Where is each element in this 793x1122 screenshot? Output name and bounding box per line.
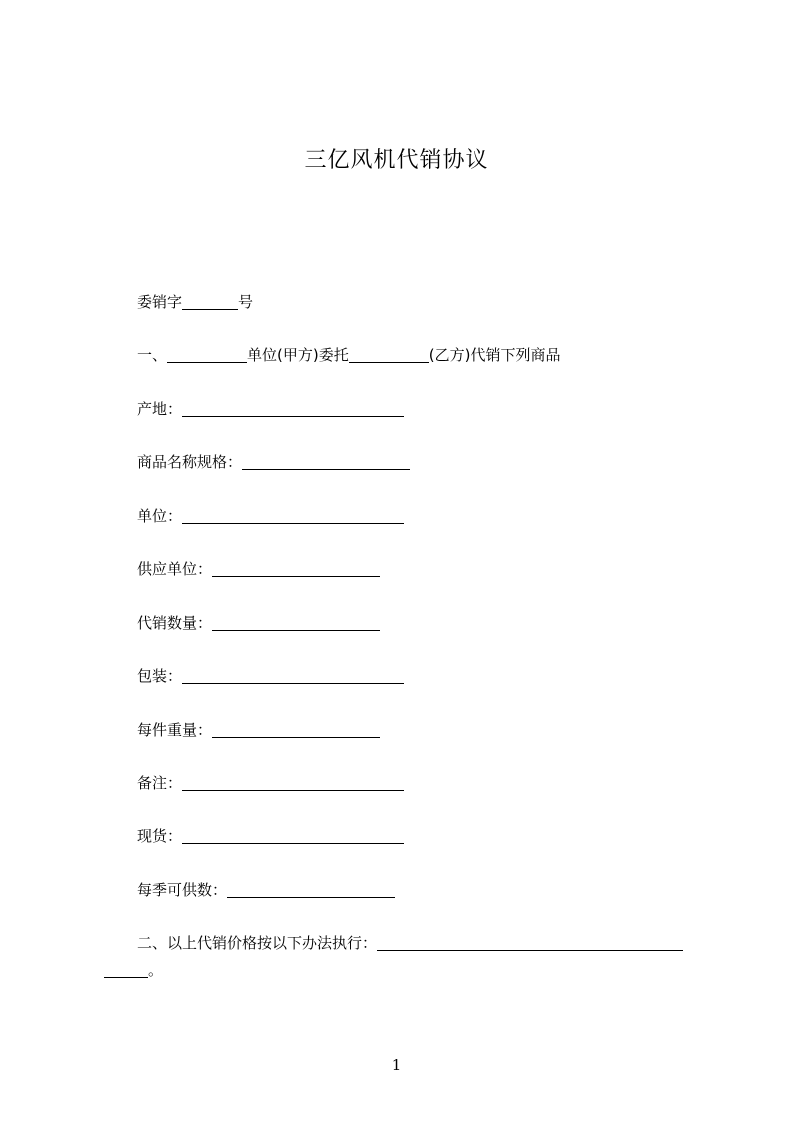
field-label: 产地： [137,400,183,418]
clause-1-part1: 单位(甲方)委托 [247,346,349,364]
field-blank[interactable] [182,401,404,417]
field-unit [137,506,404,526]
reference-suffix: 号 [238,293,254,311]
price-method-blank[interactable] [377,935,683,951]
reference-number-blank[interactable] [182,294,238,310]
field-label: 现货： [137,827,183,845]
field-supplier [137,559,380,579]
field-label: 每件重量： [137,721,213,739]
clause-2-text: 二、以上代销价格按以下办法执行： [137,934,378,952]
field-blank[interactable] [182,828,404,844]
clause-2-line [137,933,683,953]
field-stock [137,826,404,846]
party-a-blank[interactable] [167,347,247,363]
field-label: 每季可供数： [137,881,228,899]
field-blank[interactable] [227,882,395,898]
field-blank[interactable] [212,561,380,577]
field-label: 代销数量： [137,614,213,632]
field-label: 包装： [137,667,183,685]
field-origin [137,399,404,419]
field-blank[interactable] [182,668,404,684]
party-b-blank[interactable] [349,347,429,363]
field-label: 备注： [137,774,183,792]
field-seasonal-supply [137,880,395,900]
reference-prefix: 委销字 [137,293,183,311]
field-quantity [137,613,380,633]
field-label: 商品名称规格： [137,453,243,471]
field-blank[interactable] [212,722,380,738]
price-method-blank-continued[interactable] [104,962,148,978]
reference-line [137,292,253,312]
field-blank[interactable] [182,508,404,524]
clause-1-line [137,345,560,365]
clause-1-part2: (乙方)代销下列商品 [428,346,561,364]
page-number: 1 [391,1056,402,1074]
clause-2-end: 。 [148,961,164,979]
field-weight [137,720,380,740]
field-remarks [137,773,404,793]
field-blank[interactable] [212,615,380,631]
document-title: 三亿风机代销协议 [304,148,489,173]
field-label: 供应单位： [137,560,213,578]
field-product-spec [137,452,410,472]
field-label: 单位： [137,507,183,525]
field-blank[interactable] [182,775,404,791]
field-packaging [137,666,404,686]
field-blank[interactable] [242,454,410,470]
clause-2-continuation [104,960,163,980]
clause-1-prefix: 一、 [137,346,168,364]
